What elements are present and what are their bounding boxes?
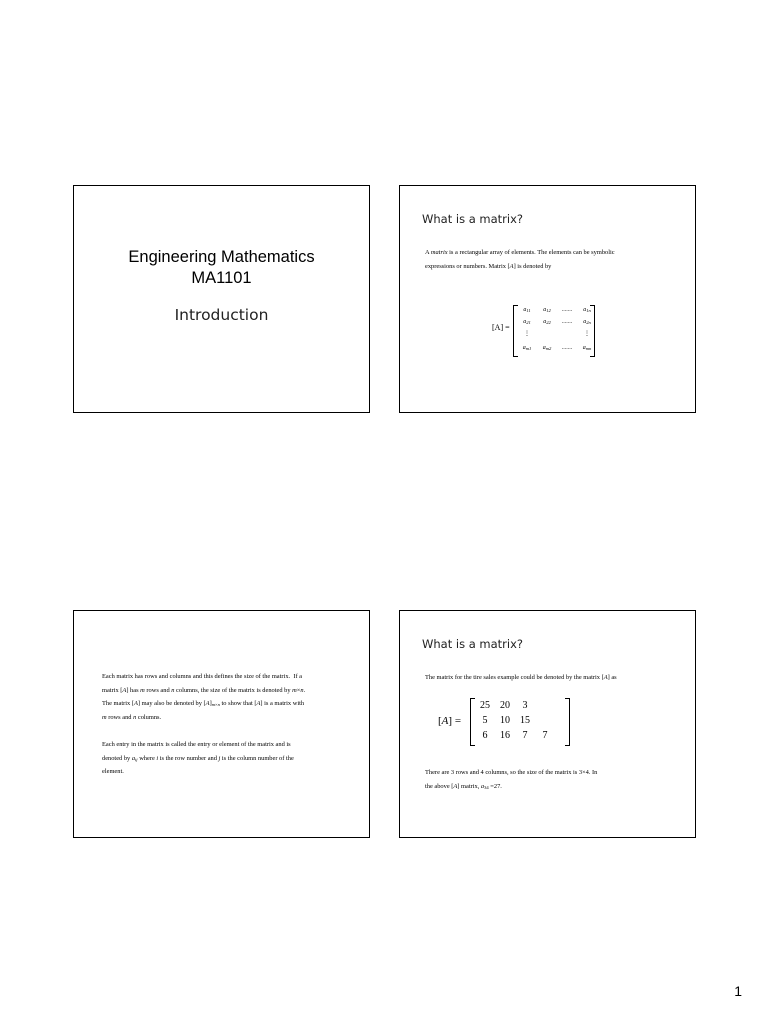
matrix-cell: 6 xyxy=(482,730,488,741)
matrix-label: [A] = xyxy=(438,715,462,727)
matrix-cell: 3 xyxy=(522,700,528,711)
matrix-size-paragraph: Each matrix has rows and columns and this defines the size of the matrix. If a matrix [A] has m rows and n columns, the size of the matrix is denoted by m×n. The matrix [A] may also be denoted by $[A]_{m\times n}$ to show that [A] is a matrix with m rows and n columns. xyxy=(102,673,306,721)
matrix-element-paragraph: Each entry in the matrix is called the entry or element of the matrix and is denoted by $a_{ij}$ where i is the row number and j is the column number of the element. xyxy=(102,741,294,775)
matrix-cell: ....... xyxy=(561,319,573,325)
matrix-cell: 7 xyxy=(522,730,528,741)
slide-subtitle: Introduction xyxy=(174,306,269,324)
matrix-cell: 10 xyxy=(500,715,510,726)
symbolic-matrix xyxy=(513,305,595,357)
matrix-definition: A matrix is a rectangular array of elements. The elements can be symbolic expressions or numbers. Matrix [A] is denoted by xyxy=(425,249,615,270)
matrix-cell: $a_{m1}$ xyxy=(522,345,532,351)
slide-title: What is a matrix? xyxy=(422,212,524,226)
matrix-cell: $a_{11}$ xyxy=(523,307,531,313)
matrix-cell: 15 xyxy=(520,715,530,726)
matrix-bracket-right xyxy=(565,698,570,746)
slide-4 xyxy=(399,610,696,838)
slide-1 xyxy=(73,185,370,413)
matrix-cell: $a_{12}$ xyxy=(543,307,551,313)
matrix-cell: $a_{22}$ xyxy=(543,319,551,325)
matrix-bracket-left xyxy=(513,305,518,357)
matrix-cell: 20 xyxy=(500,700,510,711)
matrix-cell: $a_{2n}$ xyxy=(583,319,591,325)
slide-2 xyxy=(399,185,696,413)
matrix-cell: ....... xyxy=(561,307,573,313)
matrix-cell: ⋮ xyxy=(524,331,530,337)
slide-title: What is a matrix? xyxy=(422,637,524,651)
matrix-label: [A] = xyxy=(492,323,510,332)
matrix-cell: ....... xyxy=(561,345,573,351)
page-number: 1 xyxy=(734,983,742,999)
slide-title-line1: Engineering Mathematics xyxy=(128,248,315,266)
matrix-cell: ⋮ xyxy=(584,331,590,337)
matrix-cell: $a_{mn}$ xyxy=(582,345,592,351)
matrix-cell: 25 xyxy=(480,700,490,711)
matrix-size-note: There are 3 rows and 4 columns, so the size of the matrix is 3×4. In the above [A] matrix, $a_{34} =27$. xyxy=(425,769,598,790)
slide-3 xyxy=(73,610,370,838)
matrix-bracket-left xyxy=(470,698,475,746)
matrix-cell: $a_{1n}$ xyxy=(583,307,591,313)
matrix-cell: 5 xyxy=(482,715,488,726)
matrix-cell: 7 xyxy=(542,730,548,741)
slide-title-line2: MA1101 xyxy=(191,269,252,287)
matrix-cell: $a_{21}$ xyxy=(523,319,531,325)
matrix-cell: $a_{m2}$ xyxy=(542,345,552,351)
tire-sales-intro: The matrix for the tire sales example could be denoted by the matrix [A] as xyxy=(425,674,617,681)
tire-sales-matrix xyxy=(470,698,570,746)
matrix-cell: 16 xyxy=(500,730,510,741)
